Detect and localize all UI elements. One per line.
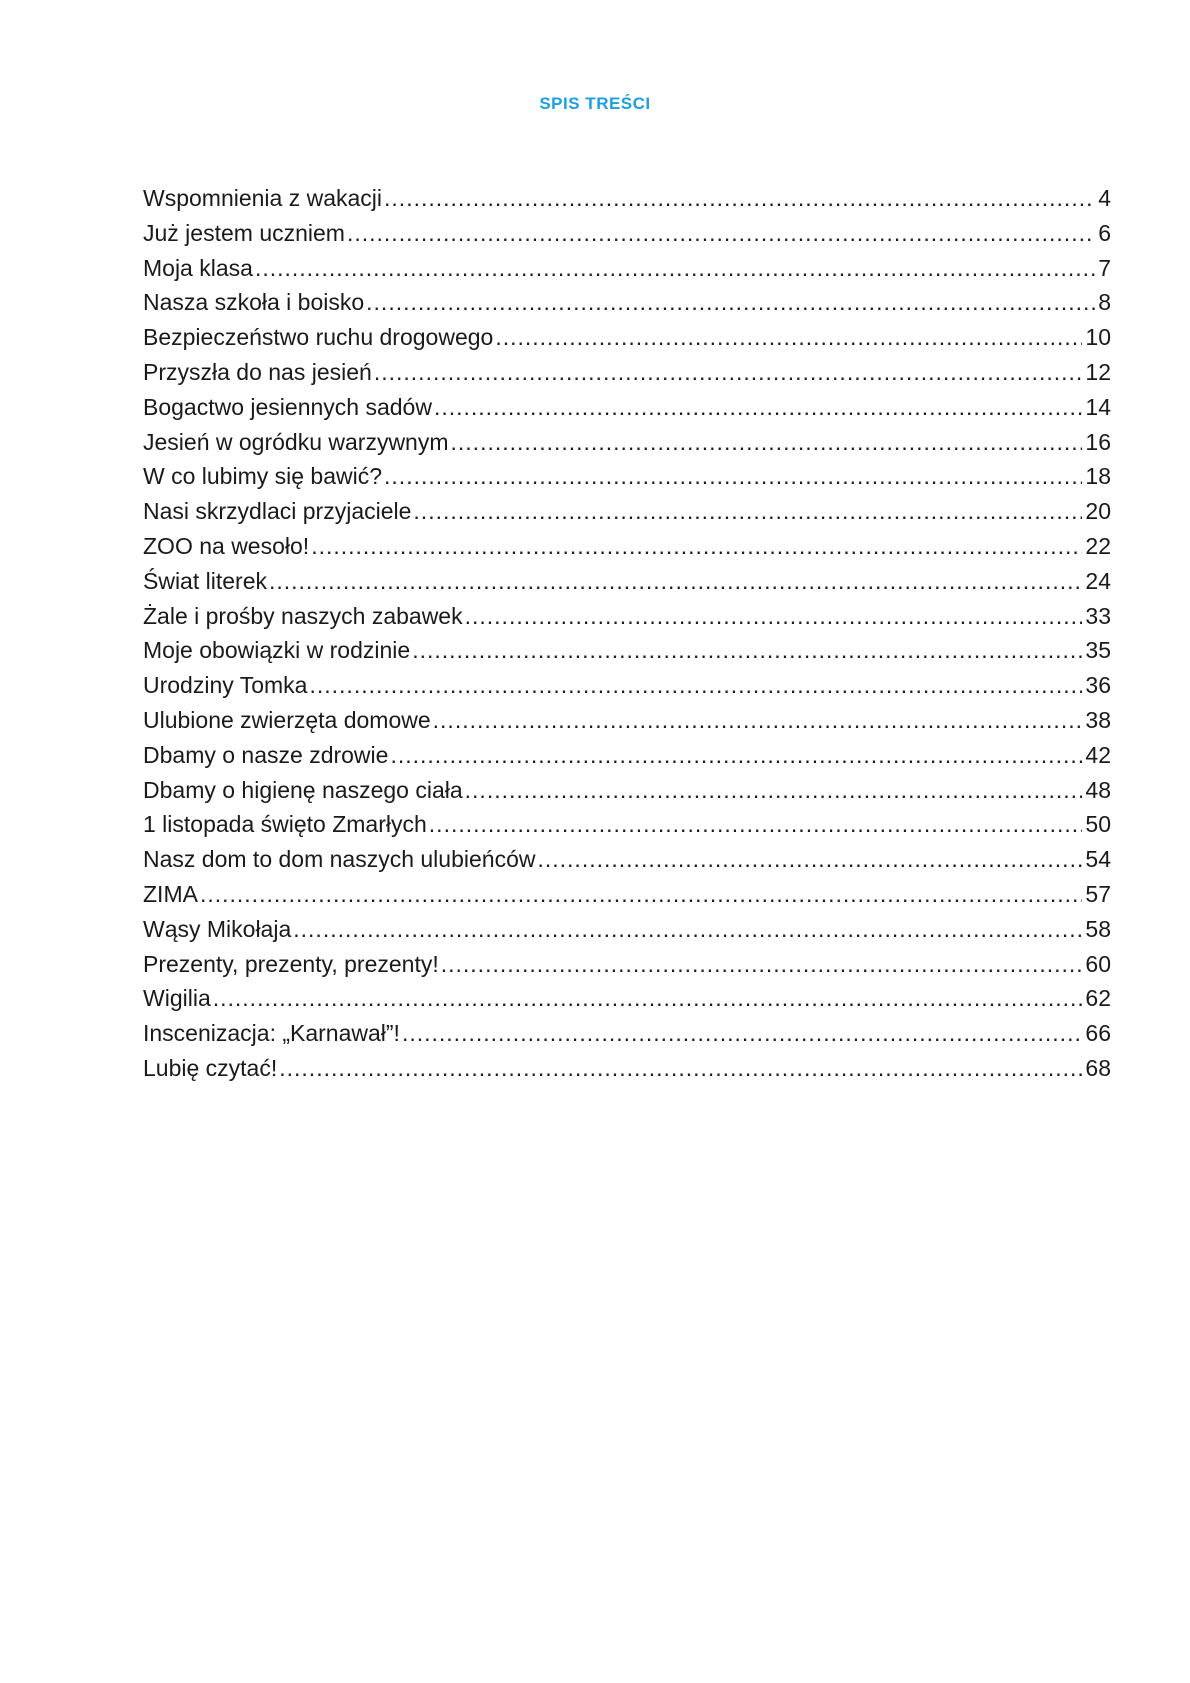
toc-entry-title: Wspomnienia z wakacji bbox=[143, 185, 383, 211]
toc-entry bbox=[143, 355, 1111, 390]
dot-leader bbox=[255, 251, 1095, 286]
toc-entry bbox=[143, 216, 1111, 251]
toc-entry bbox=[143, 599, 1111, 634]
toc-page-number: 24 bbox=[1085, 567, 1111, 594]
toc-entry bbox=[143, 390, 1111, 425]
toc-entry bbox=[143, 773, 1111, 808]
toc-entry-title: Nasz dom to dom naszych ulubieńców bbox=[143, 846, 536, 873]
toc-page-number: 8 bbox=[1098, 289, 1111, 316]
dot-leader bbox=[402, 1016, 1082, 1051]
toc-entry bbox=[143, 947, 1111, 982]
dot-leader bbox=[465, 599, 1083, 634]
toc-entry-title: Urodziny Tomka bbox=[143, 672, 308, 699]
toc-page-number: 57 bbox=[1085, 880, 1111, 907]
toc-page-number: 66 bbox=[1085, 1020, 1111, 1047]
toc-entry-title: Nasi skrzydlaci przyjaciele bbox=[143, 498, 412, 525]
toc-entry bbox=[143, 807, 1111, 842]
dot-leader bbox=[390, 738, 1082, 773]
toc-entry-title: Nasza szkoła i boisko bbox=[143, 289, 365, 316]
toc-entry-title: Inscenizacja: „Karnawał”! bbox=[143, 1020, 400, 1047]
dot-leader bbox=[433, 703, 1083, 738]
toc-entry-title: Jesień w ogródku warzywnym bbox=[143, 428, 449, 455]
toc-page-number: 54 bbox=[1085, 846, 1111, 873]
toc-page-number: 7 bbox=[1098, 254, 1111, 281]
dot-leader bbox=[384, 181, 1095, 216]
toc-entry-title: Już jestem uczniem bbox=[143, 219, 345, 246]
toc-entry-title: Wigilia bbox=[143, 985, 211, 1012]
toc-entry-title: Dbamy o nasze zdrowie bbox=[143, 741, 389, 768]
dot-leader bbox=[537, 842, 1082, 877]
toc-entry bbox=[143, 703, 1111, 738]
toc-page-number: 48 bbox=[1085, 776, 1111, 803]
toc-entry-title: Moje obowiązki w rodzinie bbox=[143, 637, 411, 664]
toc-page-number: 36 bbox=[1085, 672, 1111, 699]
toc-entry-title: Świat literek bbox=[143, 567, 267, 594]
page-title: SPIS TREŚCI bbox=[539, 94, 651, 113]
toc-entry-title: Przyszła do nas jesień bbox=[143, 358, 372, 385]
table-of-contents bbox=[143, 181, 1111, 1086]
dot-leader bbox=[347, 216, 1095, 251]
toc-entry-title: ZIMA bbox=[143, 880, 198, 907]
toc-entry bbox=[143, 529, 1111, 564]
dot-leader bbox=[412, 633, 1082, 668]
toc-entry bbox=[143, 1051, 1111, 1086]
toc-entry-title: Bezpieczeństwo ruchu drogowego bbox=[143, 324, 494, 351]
toc-entry-title: Dbamy o higienę naszego ciała bbox=[143, 776, 463, 803]
toc-entry bbox=[143, 181, 1111, 216]
toc-page-number: 18 bbox=[1085, 463, 1111, 490]
toc-page-number: 38 bbox=[1085, 706, 1111, 733]
toc-entry bbox=[143, 668, 1111, 703]
dot-leader bbox=[465, 773, 1083, 808]
toc-entry bbox=[143, 320, 1111, 355]
toc-page-number: 33 bbox=[1085, 602, 1111, 629]
toc-page-number: 16 bbox=[1085, 428, 1111, 455]
toc-page-number: 35 bbox=[1085, 637, 1111, 664]
dot-leader bbox=[213, 981, 1083, 1016]
toc-entry bbox=[143, 912, 1111, 947]
toc-entry-title: Bogactwo jesiennych sadów bbox=[143, 393, 432, 420]
toc-page-number: 22 bbox=[1085, 532, 1111, 559]
toc-page-number: 4 bbox=[1098, 185, 1111, 211]
dot-leader bbox=[384, 459, 1082, 494]
dot-leader bbox=[495, 320, 1082, 355]
toc-page-number: 60 bbox=[1085, 950, 1111, 977]
toc-page-number: 42 bbox=[1085, 741, 1111, 768]
dot-leader bbox=[429, 807, 1083, 842]
toc-page-number: 12 bbox=[1085, 358, 1111, 385]
toc-page-number: 50 bbox=[1085, 811, 1111, 838]
toc-entry-title: Lubię czytać! bbox=[143, 1054, 278, 1081]
dot-leader bbox=[434, 390, 1082, 425]
toc-page-number: 62 bbox=[1085, 985, 1111, 1012]
dot-leader bbox=[309, 668, 1082, 703]
toc-page-number: 6 bbox=[1098, 219, 1111, 246]
toc-entry bbox=[143, 633, 1111, 668]
toc-entry bbox=[143, 842, 1111, 877]
toc-entry bbox=[143, 251, 1111, 286]
dot-leader bbox=[311, 529, 1082, 564]
dot-leader bbox=[200, 877, 1082, 912]
toc-entry bbox=[143, 877, 1111, 912]
toc-entry-title: Prezenty, prezenty, prezenty! bbox=[143, 950, 439, 977]
toc-entry-title: Ulubione zwierzęta domowe bbox=[143, 706, 431, 733]
toc-entry-title: 1 listopada święto Zmarłych bbox=[143, 811, 427, 838]
toc-entry-title: ZOO na wesoło! bbox=[143, 532, 310, 559]
toc-entry-title: W co lubimy się bawić? bbox=[143, 463, 383, 490]
dot-leader bbox=[413, 494, 1082, 529]
toc-entry bbox=[143, 981, 1111, 1016]
toc-entry-title: Moja klasa bbox=[143, 254, 253, 281]
toc-entry bbox=[143, 425, 1111, 460]
toc-entry bbox=[143, 285, 1111, 320]
toc-entry bbox=[143, 738, 1111, 773]
dot-leader bbox=[441, 947, 1083, 982]
toc-entry bbox=[143, 494, 1111, 529]
toc-entry-title: Żale i prośby naszych zabawek bbox=[143, 602, 463, 629]
toc-entry bbox=[143, 459, 1111, 494]
dot-leader bbox=[366, 285, 1095, 320]
toc-page-number: 58 bbox=[1085, 915, 1111, 942]
dot-leader bbox=[374, 355, 1083, 390]
dot-leader bbox=[279, 1051, 1082, 1086]
toc-entry bbox=[143, 1016, 1111, 1051]
toc-page-number: 68 bbox=[1085, 1054, 1111, 1081]
toc-page-number: 14 bbox=[1085, 393, 1111, 420]
toc-entry bbox=[143, 564, 1111, 599]
toc-page-number: 10 bbox=[1085, 324, 1111, 351]
dot-leader bbox=[451, 425, 1083, 460]
toc-entry-title: Wąsy Mikołaja bbox=[143, 915, 292, 942]
dot-leader bbox=[269, 564, 1082, 599]
dot-leader bbox=[293, 912, 1082, 947]
toc-page-number: 20 bbox=[1085, 498, 1111, 525]
